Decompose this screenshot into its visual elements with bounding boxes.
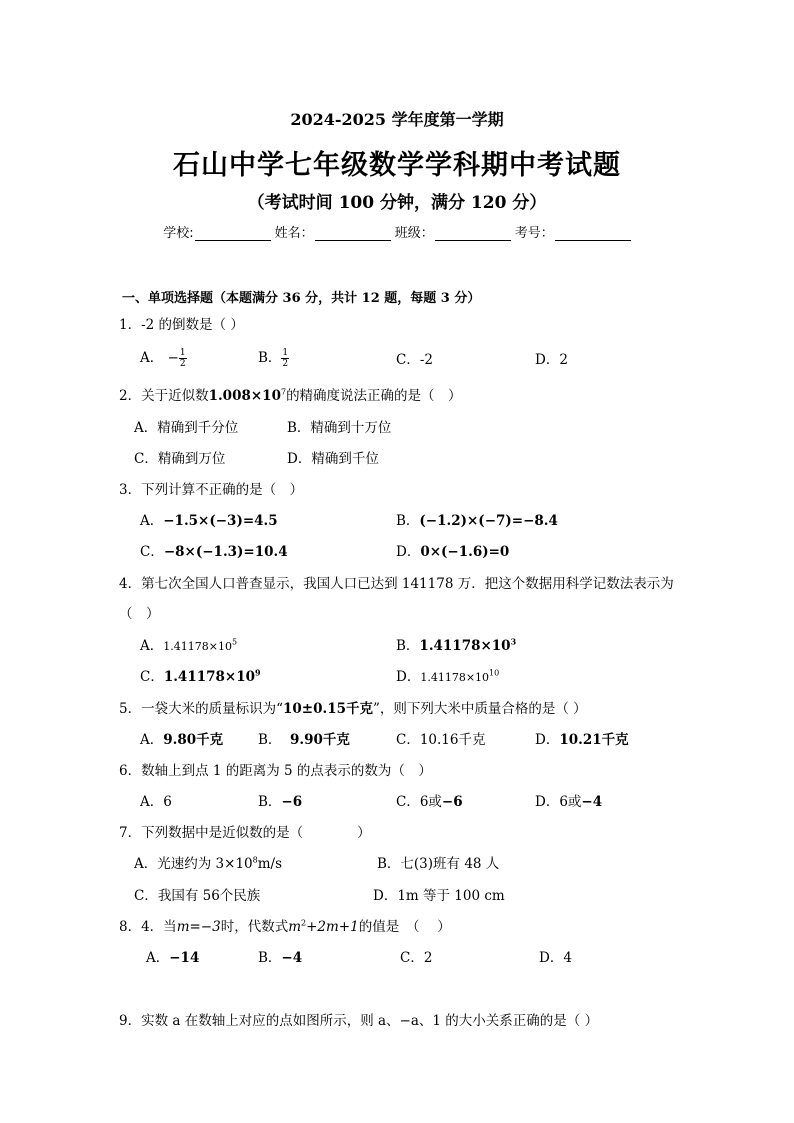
q3-stem: 3．下列计算不正确的是（ ） xyxy=(119,482,304,498)
q1-option-c[interactable]: C．-2 xyxy=(396,352,433,368)
field-exam-number-label: 考号： xyxy=(514,226,554,241)
q1-a-denominator: 2 xyxy=(179,359,186,369)
field-class[interactable] xyxy=(395,222,511,241)
q1-a-sign: − xyxy=(167,350,179,366)
q1-b-fraction xyxy=(281,348,289,369)
q7-option-b[interactable]: B．七(3)班有 48 人 xyxy=(377,856,500,872)
q4-d-exp: 10 xyxy=(489,668,500,678)
q3-d-expr: 0×(−1.6)=0 xyxy=(420,544,510,560)
q6-b-val: −6 xyxy=(281,794,303,810)
q8-option-b[interactable] xyxy=(258,946,302,966)
q8-option-a[interactable] xyxy=(146,946,199,966)
q8-stem xyxy=(119,915,451,935)
q4-a-exp: 5 xyxy=(231,637,238,647)
q6-d-pre: D．6或 xyxy=(535,794,582,810)
q5-d-label: D． xyxy=(535,732,560,748)
q1-stem: 1．-2 的倒数是（ ） xyxy=(119,317,244,333)
q7-option-d[interactable]: D．1m 等于 100 cm xyxy=(373,888,505,904)
q3-b-label: B． xyxy=(396,513,420,529)
q6-b-label: B． xyxy=(258,794,282,810)
q7-option-c[interactable]: C．我国有 56个民族 xyxy=(134,888,261,904)
q3-a-expr: −1.5×(−3)=4.5 xyxy=(163,513,278,529)
q4-option-a[interactable] xyxy=(140,634,237,654)
q8-option-d[interactable]: D．4 xyxy=(539,950,572,966)
q4-stem: 4．第七次全国人口普查显示，我国人口已达到 141178 万．把这个数据用科学记数法表示为 xyxy=(119,576,674,592)
field-school-blank[interactable] xyxy=(195,226,271,241)
q8-stem-pre: 8．4．当 xyxy=(119,919,177,935)
exam-info: （考试时间 100 分钟，满分 120 分） xyxy=(247,193,547,213)
q8-a-val: −14 xyxy=(169,950,200,966)
q1-option-d[interactable]: D．2 xyxy=(535,352,568,368)
q4-d-label: D． xyxy=(396,669,421,685)
q5-d-val: 10.21千克 xyxy=(559,732,629,748)
q4-b-exp: 3 xyxy=(510,636,517,647)
q4-option-b[interactable] xyxy=(396,634,516,654)
q1-b-label: B． xyxy=(258,350,282,366)
q1-option-b[interactable] xyxy=(258,346,289,369)
field-exam-number-blank[interactable] xyxy=(555,226,631,241)
q1-a-numerator: 1 xyxy=(179,348,186,358)
q2-option-a[interactable]: A．精确到千分位 xyxy=(134,420,239,436)
q4-c-base: 1.41178×10 xyxy=(163,669,256,685)
q2-stem-post: 的精确度说法正确的是（ ） xyxy=(286,388,462,404)
q5-stem-math: 10±0.15千克 xyxy=(283,701,373,717)
q1-option-a[interactable] xyxy=(140,346,187,369)
q6-option-d[interactable] xyxy=(535,790,602,810)
q8-b-val: −4 xyxy=(281,950,303,966)
q3-option-c[interactable] xyxy=(140,540,288,560)
q3-option-d[interactable] xyxy=(396,540,509,560)
q4-b-label: B． xyxy=(396,638,420,654)
q3-a-label: A． xyxy=(140,513,164,529)
q3-c-expr: −8×(−1.3)=10.4 xyxy=(163,544,288,560)
q2-option-d[interactable]: D．精确到千位 xyxy=(287,451,379,467)
field-name-label: 姓名： xyxy=(274,226,314,241)
q6-d-val: −4 xyxy=(581,794,603,810)
q4-d-base: 1.41178×10 xyxy=(420,671,490,684)
q7-a-exp: 8 xyxy=(252,855,258,865)
q8-stem-sup: 2 xyxy=(301,918,307,928)
q1-a-fraction xyxy=(179,348,187,369)
q4-option-d[interactable] xyxy=(396,665,499,685)
field-exam-number[interactable] xyxy=(515,222,631,241)
q4-c-exp: 9 xyxy=(255,667,261,678)
field-name[interactable] xyxy=(275,222,391,241)
q8-b-label: B． xyxy=(258,950,282,966)
q3-c-label: C． xyxy=(140,544,164,560)
q7-stem: 7．下列数据中是近似数的是（ ） xyxy=(119,825,371,841)
q5-stem-pre: 5．一袋大米的质量标识为“ xyxy=(119,701,283,717)
q8-stem-post: 的值是 （ ） xyxy=(358,919,451,935)
q7-a-pre: A．光速约为 3×10 xyxy=(134,856,253,872)
q5-a-val: 9.80千克 xyxy=(163,732,224,748)
field-school-label: 学校: xyxy=(163,226,194,241)
q4-stem-cont: （ ） xyxy=(119,606,160,622)
q3-option-a[interactable] xyxy=(140,509,278,529)
q5-option-d[interactable] xyxy=(535,728,629,748)
q9-stem: 9．实数 a 在数轴上对应的点如图所示，则 a、−a、1 的大小关系正确的是（ ） xyxy=(119,1013,599,1029)
q5-stem xyxy=(119,697,587,717)
q4-a-base: 1.41178×10 xyxy=(163,640,232,653)
q6-option-b[interactable] xyxy=(258,790,302,810)
q6-option-a[interactable]: A．6 xyxy=(140,794,172,810)
q6-option-c[interactable] xyxy=(396,790,463,810)
q5-a-label: A． xyxy=(140,732,164,748)
q6-stem: 6．数轴上到点 1 的距离为 5 的点表示的数为（ ） xyxy=(119,763,432,779)
q5-option-a[interactable] xyxy=(140,728,223,748)
q1-b-numerator: 1 xyxy=(282,348,289,358)
q4-b-base: 1.41178×10 xyxy=(419,638,511,654)
q7-option-a[interactable] xyxy=(134,852,282,872)
field-school[interactable] xyxy=(163,222,270,241)
q2-option-b[interactable]: B．精确到十万位 xyxy=(287,420,392,436)
q4-c-label: C． xyxy=(140,669,164,685)
field-class-blank[interactable] xyxy=(435,226,511,241)
q7-a-post: m/s xyxy=(257,856,282,872)
student-info-fields xyxy=(0,222,794,241)
q4-a-label: A． xyxy=(140,638,164,654)
q8-a-label: A． xyxy=(146,950,170,966)
q8-stem-cond: m=−3 xyxy=(176,919,221,935)
q6-c-pre: C．6或 xyxy=(396,794,442,810)
q8-stem-expr2: +2m+1 xyxy=(306,919,359,935)
q1-b-denominator: 2 xyxy=(282,359,289,369)
q5-stem-post: ”，则下列大米中质量合格的是（ ） xyxy=(372,701,587,717)
exam-title: 石山中学七年级数学学科期中考试题 xyxy=(173,150,621,181)
q8-stem-mid: 时，代数式 xyxy=(220,919,289,935)
q1-a-label: A． xyxy=(140,350,164,366)
q8-option-c[interactable]: C．2 xyxy=(400,950,433,966)
q2-stem-number: 1.008×10 xyxy=(208,388,281,404)
q2-option-c[interactable]: C．精确到万位 xyxy=(134,451,226,467)
q5-option-b[interactable] xyxy=(258,728,350,748)
q3-b-expr: (−1.2)×(−7)=−8.4 xyxy=(419,513,558,529)
term-heading: 2024-2025 学年度第一学期 xyxy=(290,110,504,129)
q6-c-val: −6 xyxy=(441,794,463,810)
q5-option-c[interactable]: C．10.16千克 xyxy=(396,732,486,748)
field-name-blank[interactable] xyxy=(315,226,391,241)
q3-option-b[interactable] xyxy=(396,509,558,529)
q2-stem-exponent: 7 xyxy=(280,387,287,397)
q8-stem-expr1: m xyxy=(288,919,302,935)
q4-option-c[interactable] xyxy=(140,665,261,685)
field-class-label: 班级： xyxy=(394,226,434,241)
q2-stem xyxy=(119,384,462,404)
q2-stem-pre: 2．关于近似数 xyxy=(119,388,209,404)
q5-b-val: 9.90千克 xyxy=(290,732,350,748)
section-heading: 一、单项选择题（本题满分 36 分，共计 12 题，每题 3 分） xyxy=(122,291,481,306)
q3-d-label: D． xyxy=(396,544,421,560)
q5-b-label: B． xyxy=(258,732,282,748)
